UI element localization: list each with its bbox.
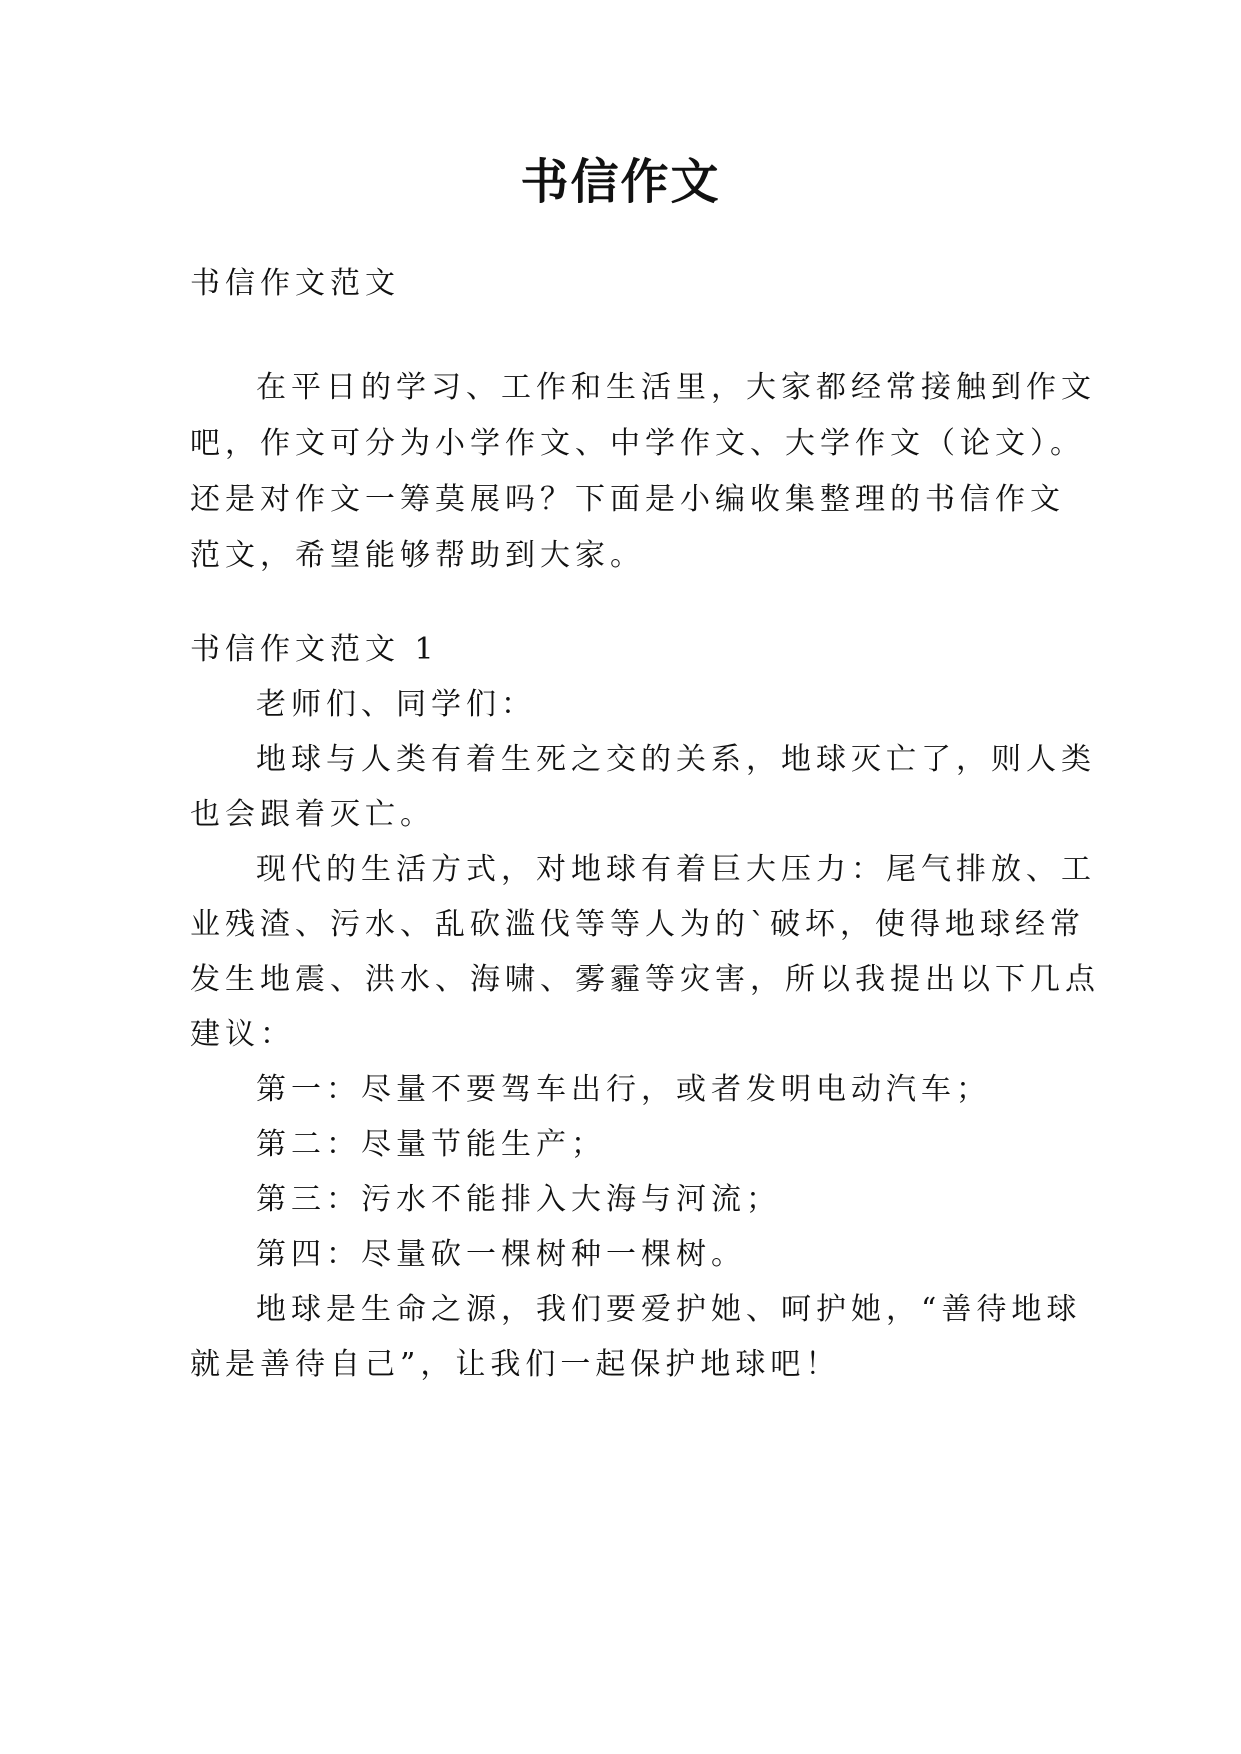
intro-line-3: 还是对作文一筹莫展吗？下面是小编收集整理的书信作文 — [190, 482, 1065, 517]
section-heading: 书信作文范文 1 — [190, 632, 439, 667]
letter-line-6: 发生地震、洪水、海啸、雾霾等灾害，所以我提出以下几点 — [190, 962, 1100, 997]
letter-line-12: 地球是生命之源，我们要爱护她、呵护她，“善待地球 — [256, 1292, 1082, 1327]
letter-line-3: 也会跟着灭亡。 — [190, 797, 435, 832]
letter-line-2: 地球与人类有着生死之交的关系，地球灭亡了，则人类 — [256, 742, 1096, 777]
letter-line-9: 第二：尽量节能生产； — [256, 1127, 606, 1162]
letter-line-4: 现代的生活方式，对地球有着巨大压力：尾气排放、工 — [256, 852, 1096, 887]
letter-line-1: 老师们、同学们： — [256, 687, 536, 722]
letter-line-11: 第四：尽量砍一棵树种一棵树。 — [256, 1237, 746, 1272]
letter-line-7: 建议： — [190, 1017, 295, 1052]
intro-line-4: 范文，希望能够帮助到大家。 — [190, 538, 645, 573]
document-subtitle: 书信作文范文 — [190, 266, 400, 301]
letter-line-8: 第一：尽量不要驾车出行，或者发明电动汽车； — [256, 1072, 991, 1107]
intro-line-2: 吧，作文可分为小学作文、中学作文、大学作文（论文）。 — [190, 426, 1085, 461]
letter-line-10: 第三：污水不能排入大海与河流； — [256, 1182, 781, 1217]
document-title: 书信作文 — [520, 154, 721, 210]
letter-line-5: 业残渣、污水、乱砍滥伐等等人为的`破坏，使得地球经常 — [190, 907, 1085, 942]
intro-line-1: 在平日的学习、工作和生活里，大家都经常接触到作文 — [256, 370, 1096, 405]
letter-line-13: 就是善待自己”，让我们一起保护地球吧！ — [190, 1347, 841, 1382]
